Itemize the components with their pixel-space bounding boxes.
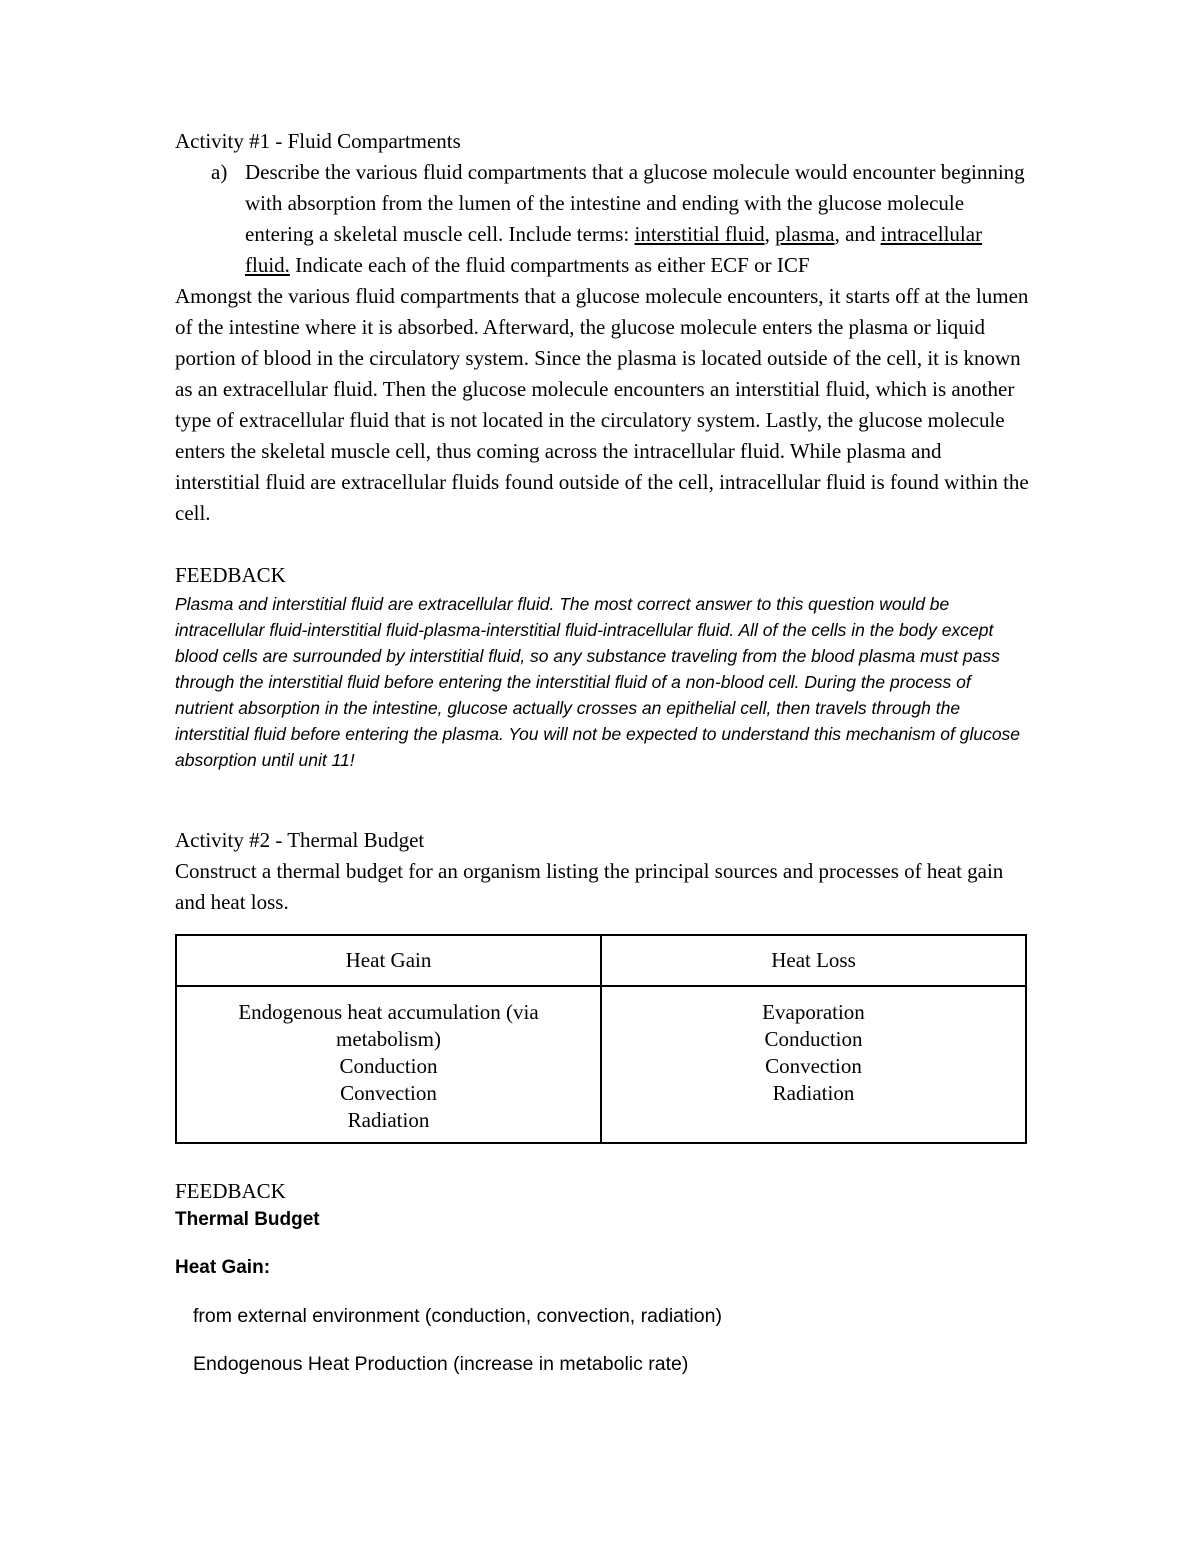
term-interstitial-fluid: interstitial fluid <box>634 222 765 246</box>
heat-loss-cell <box>601 986 1026 1143</box>
activity1-feedback-label: FEEDBACK <box>175 563 286 587</box>
activity1-answer: Amongst the various fluid compartments that a glucose molecule encounters, it starts off at the lumen of the intestine where it is absorbed. Afterward, the glucose molecule enters the plasma or liquid portion of blood in the circulatory system. Since the plasma is located outside of the cell, it is known as an extracellular fluid. Then the glucose molecule encounters an interstitial fluid, which is another type of extracellular fluid that is not located in the circulatory system. Lastly, the glucose molecule enters the skeletal muscle cell, thus coming across the intracellular fluid. While plasma and interstitial fluid are extracellular fluids found outside of the cell, intracellular fluid is found within the cell. <box>175 284 1029 525</box>
thermal-budget-heading: Thermal Budget <box>175 1209 320 1230</box>
heat-loss-item: Convection <box>765 1054 862 1078</box>
activity2-feedback-label: FEEDBACK <box>175 1179 286 1203</box>
heat-gain-item: Endogenous heat accumulation (via metabolism) <box>238 1000 539 1051</box>
heat-gain-feedback-item: Endogenous Heat Production (increase in metabolic rate) <box>193 1353 689 1375</box>
activity1-feedback-text: Plasma and interstitial fluid are extracellular fluid. The most correct answer to this question would be intracellular fluid-interstitial fluid-plasma-interstitial fluid-intracellular fluid. All of the cells in the body except blood cells are surrounded by interstitial fluid, so any substance traveling from the blood plasma must pass through the interstitial fluid before entering the interstitial fluid of a non-blood cell. During the process of nutrient absorption in the intestine, glucose actually crosses an epithelial cell, then travels through the interstitial fluid before entering the plasma. You will not be expected to understand this mechanism of glucose absorption until unit 11! <box>175 594 1021 770</box>
activity2-title: Activity #2 - Thermal Budget <box>175 828 425 852</box>
spacer <box>175 1233 1030 1255</box>
activity1-question-list <box>175 157 1030 281</box>
heat-gain-item: Conduction <box>339 1054 438 1078</box>
heat-loss-item: Radiation <box>772 1081 855 1105</box>
term-intracellular-fluid: intracellular fluid. <box>245 222 983 277</box>
document-page <box>175 126 1030 1377</box>
spacer <box>175 1144 1030 1176</box>
heat-gain-feedback-item: from external environment (conduction, convection, radiation) <box>193 1305 722 1327</box>
table-row <box>176 986 1026 1143</box>
table-header-row <box>176 935 1026 986</box>
heat-loss-item: Evaporation <box>762 1000 865 1024</box>
spacer <box>175 529 1030 560</box>
spacer <box>175 773 1030 825</box>
spacer <box>175 1281 1030 1303</box>
question-sep1: , <box>764 222 776 246</box>
activity1-question <box>175 157 1030 281</box>
question-text-part1: Describe the various fluid compartments that a glucose molecule would encounter beginning with absorption from the lumen of the intestine and ending with the glucose molecule entering a skeletal muscle cell. Include terms: <box>245 160 1025 246</box>
activity1-title: Activity #1 - Fluid Compartments <box>175 129 461 153</box>
heat-gain-cell <box>176 986 601 1143</box>
question-text-part2: Indicate each of the fluid compartments as either ECF or ICF <box>289 253 810 277</box>
heat-gain-item: Radiation <box>347 1108 430 1132</box>
header-heat-gain: Heat Gain <box>176 935 601 986</box>
question-sep2: , and <box>834 222 881 246</box>
spacer <box>175 1329 1030 1351</box>
header-heat-loss: Heat Loss <box>601 935 1026 986</box>
question-marker: a) <box>211 160 228 184</box>
heat-gain-heading: Heat Gain: <box>175 1257 271 1278</box>
thermal-budget-table <box>175 934 1027 1144</box>
activity2-prompt: Construct a thermal budget for an organism listing the principal sources and processes of heat gain and heat loss. <box>175 859 1004 914</box>
heat-loss-item: Conduction <box>764 1027 863 1051</box>
term-plasma: plasma <box>775 222 835 246</box>
heat-gain-item: Convection <box>340 1081 437 1105</box>
